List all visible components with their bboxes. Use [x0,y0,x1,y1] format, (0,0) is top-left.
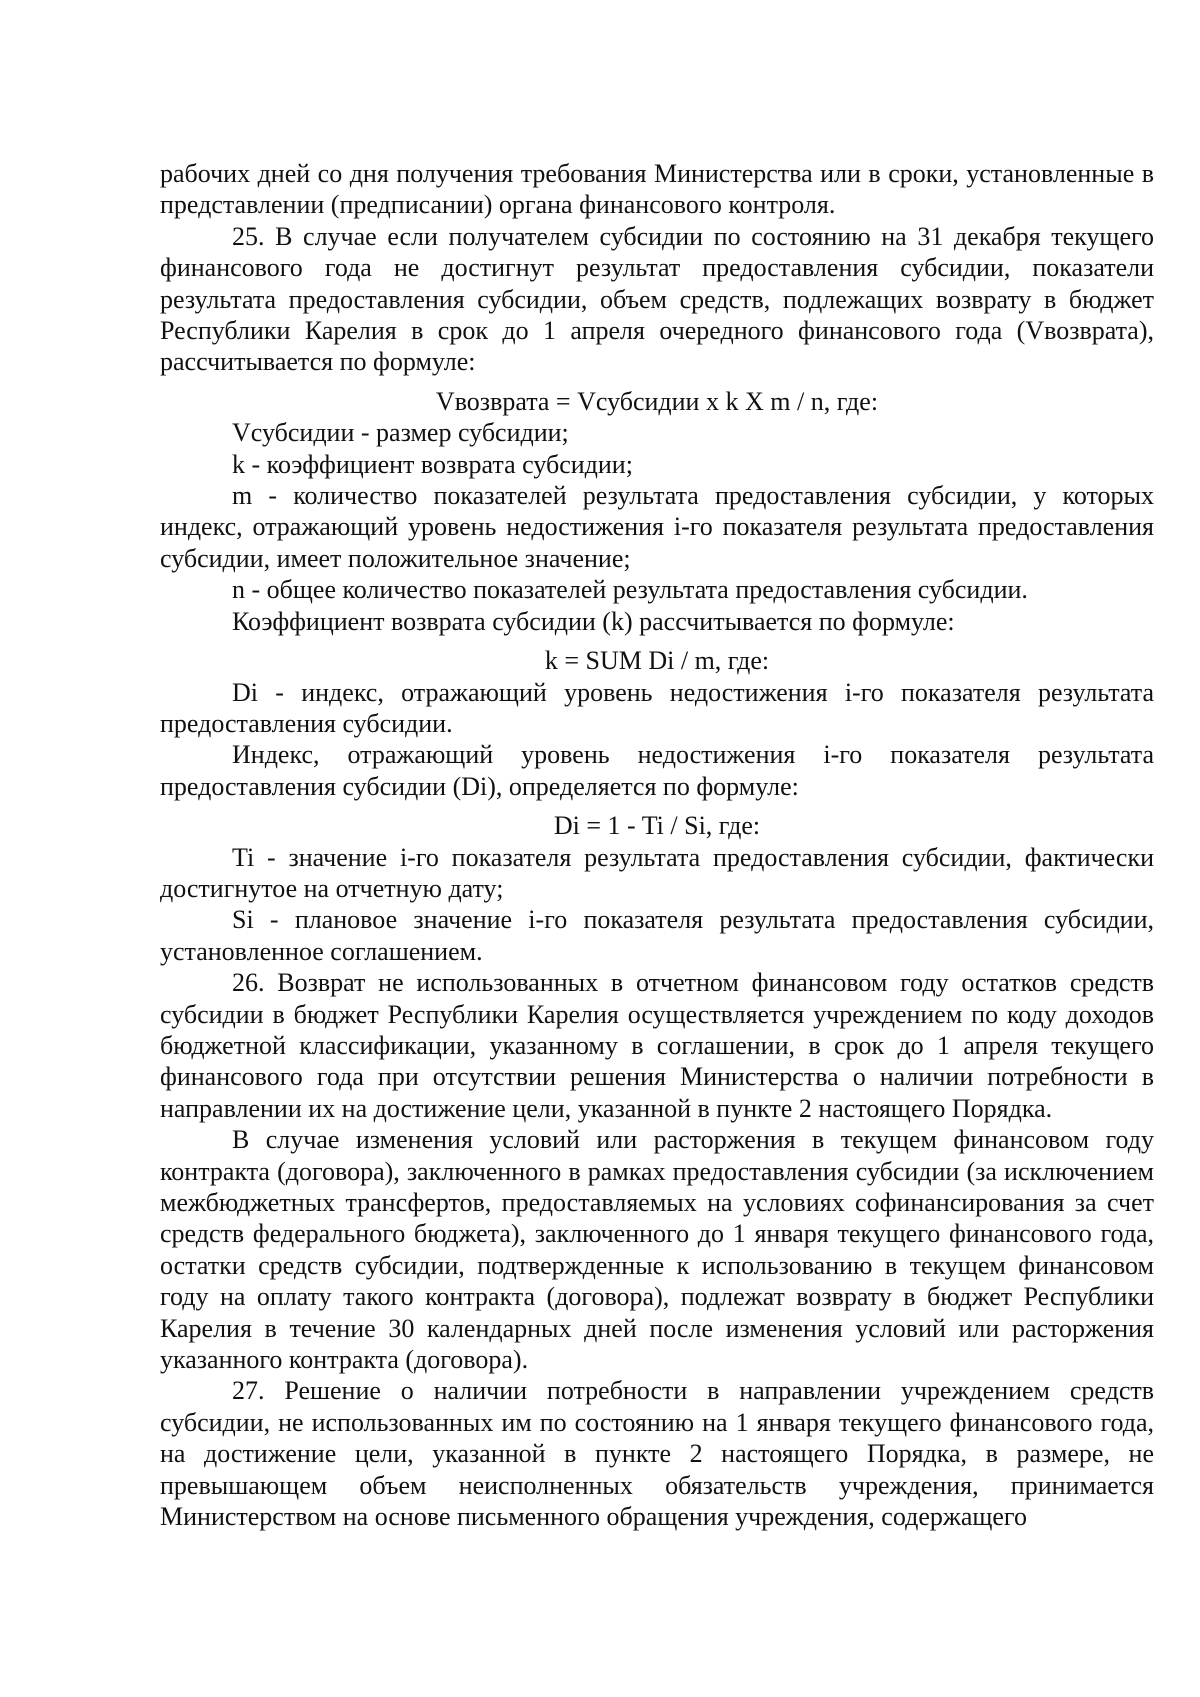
formula-v-return: Vвозврата = Vсубсидии x k X m / n, где: [435,386,879,416]
paragraph-continuation: рабочих дней со дня получения требования Министерства или в сроки, установленные в представлении (предписании) органа финансового контроля. [160,159,1154,220]
definition-si: Si - плановое значение i-го показателя результата предоставления субсидии, установленное соглашением. [160,905,1154,966]
definition-n: n - общее количество показателей результата предоставления субсидии. [232,575,1028,605]
definition-v-subsidy: Vсубсидии - размер субсидии; [232,418,569,448]
definition-di: Di - индекс, отражающий уровень недостижения i-го показателя результата предоставления субсидии. [160,677,1154,738]
paragraph-item-27: 27. Решение о наличии потребности в направлении учреждением средств субсидии, не использованных им по состоянию на 1 января текущего финансового года, на достижение цели, указанной в пункте 2 настоящего Порядка, в размере, не превышающем объем неисполненных обязательств учреждения, принимается Министерством на основе письменного обращения учреждения, содержащего [160,1376,1154,1532]
paragraph-item-26: 26. Возврат не использованных в отчетном финансовом году остатков средств субсидии в бюджет Республики Карелия осуществляется учреждением по коду доходов бюджетной классификации, указанному в соглашении, в срок до 1 апреля текущего финансового года при отсутствии решения Министерства о наличии потребности в направлении их на достижение цели, указанной в пункте 2 настоящего Порядка. [160,968,1154,1123]
paragraph-k-intro: Коэффициент возврата субсидии (k) рассчитывается по формуле: [232,606,955,636]
document-page [160,158,1154,1532]
definition-m: m - количество показателей результата предоставления субсидии, у которых индекс, отражающий уровень недостижения i-го показателя результата предоставления субсидии, имеет положительное значение; [160,481,1154,573]
paragraph-di-intro: Индекс, отражающий уровень недостижения i-го показателя результата предоставления субсидии (Di), определяется по формуле: [160,740,1154,801]
formula-k: k = SUM Di / m, где: [544,646,770,676]
definition-k: k - коэффициент возврата субсидии; [232,449,633,479]
paragraph-contract-change: В случае изменения условий или расторжения в текущем финансовом году контракта (договора), заключенного в рамках предоставления субсидии (за исключением межбюджетных трансфертов, предоставляемых на условиях софинансирования за счет средств федерального бюджета), заключенного до 1 января текущего финансового года, остатки средств субсидии, подтвержденные к использованию в текущем финансовом году на оплату такого контракта (договора), подлежат возврату в бюджет Республики Карелия в течение 30 календарных дней после изменения условий или расторжения указанного контракта (договора). [160,1125,1154,1375]
definition-ti: Ti - значение i-го показателя результата предоставления субсидии, фактически достигнутое на отчетную дату; [160,842,1154,903]
formula-di: Di = 1 - Ti / Si, где: [553,811,761,841]
paragraph-item-25: 25. В случае если получателем субсидии по состоянию на 31 декабря текущего финансового года не достигнут результат предоставления субсидии, показатели результата предоставления субсидии, объем средств, подлежащих возврату в бюджет Республики Карелия в срок до 1 апреля очередного финансового года (Vвозврата), рассчитывается по формуле: [160,221,1154,377]
